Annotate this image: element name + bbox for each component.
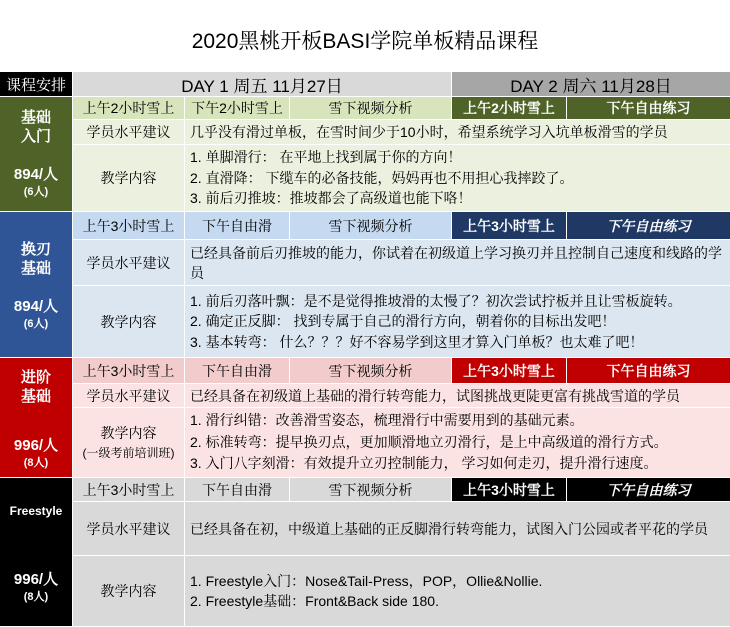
day1-afternoon-session: 下午自由滑 [185,212,290,240]
course-name-line: 基础 [20,260,51,277]
schedule-corner-label: 课程安排 [0,72,73,97]
day1-afternoon-session: 下午自由滑 [185,478,290,502]
class-capacity: (6人) [23,318,49,330]
content-item: 1. 前后刃落叶飘：是不是觉得推坡滑的太慢了？初次尝试拧板并且让雪板旋转。 [190,292,682,309]
level-description-text: 已经具备在初级道上基础的滑行转弯能力，试图挑战更陡更富有挑战雪道的学员 [190,387,680,404]
day1-header: DAY 1 周五 11月27日 [73,72,452,97]
content-list [185,408,730,478]
day1-afternoon-session: 下午自由滑 [185,358,290,384]
content-item: 2. 直滑降： 下缆车的必备技能，妈妈再也不用担心我摔跤了。 [190,169,574,186]
day2-header: DAY 2 周六 11月28日 [452,72,730,97]
course-name-line: 换刃 [20,241,51,258]
day2-afternoon-session: 下午自由练习 [567,97,730,120]
course-name-line: 进阶 [20,369,51,386]
day2-afternoon-session: 下午自由练习 [567,358,730,384]
course-section-basic-intro [0,97,730,212]
content-list [185,286,730,358]
price-per-person: 894/人 [13,166,59,183]
day1-afternoon-session: 下午2小时雪上 [185,97,290,120]
course-name [21,368,51,406]
day1-video-analysis-session: 雪下视频分析 [290,212,452,240]
course-price-block [14,298,58,332]
course-price-block [14,437,58,471]
level-description-text: 已经具备在初，中级道上基础的正反脚滑行转弯能力，试图入门公园或者平花的学员 [190,520,708,537]
level-label: 学员水平建议 [73,502,185,556]
content-label-note: (一级考前培训班) [82,445,175,460]
content-label-cell [73,145,185,212]
level-description-text: 已经具备前后刃推坡的能力，你试着在初级道上学习换刃并且控制自己速度和线路的学员 [190,244,722,281]
schedule-header-row [0,72,730,97]
level-label: 学员水平建议 [73,120,185,145]
content-list [185,145,730,212]
price-per-person: 996/人 [13,437,59,454]
day1-morning-session: 上午3小时雪上 [73,358,185,384]
content-label: 教学内容 [100,583,157,599]
day1-video-analysis-session: 雪下视频分析 [290,97,452,120]
day2-afternoon-session: 下午自由练习 [567,478,730,502]
course-name-cell [0,97,73,212]
course-name [10,503,63,519]
class-capacity: (8人) [23,591,49,603]
class-capacity: (8人) [23,457,49,469]
content-label-cell [73,286,185,358]
day2-morning-session: 上午3小时雪上 [452,212,567,240]
course-name-cell [0,478,73,627]
course-name [21,108,51,146]
level-description-text: 几乎没有滑过单板，在雪时间少于10小时，希望系统学习入坑单板滑雪的学员 [190,124,668,140]
day1-morning-session: 上午3小时雪上 [73,212,185,240]
course-name-cell [0,358,73,478]
day2-morning-session: 上午2小时雪上 [452,97,567,120]
day1-video-analysis-session: 雪下视频分析 [290,358,452,384]
content-item: 3. 前后刃推坡：推坡都会了高级道也能下咯！ [190,190,472,207]
level-description [185,502,730,556]
course-section-edge-change [0,212,730,358]
content-label-cell [73,408,185,478]
course-name-line: 入门 [20,128,51,145]
course-section-advanced-basics [0,358,730,478]
content-label-cell [73,556,185,627]
day1-video-analysis-session: 雪下视频分析 [290,478,452,502]
level-label: 学员水平建议 [73,240,185,286]
day2-morning-session: 上午3小时雪上 [452,358,567,384]
content-item: 2. 标准转弯：提早换刃点，更加顺滑地立刃滑行，是上中高级道的滑行方式。 [190,433,668,450]
course-name [21,240,51,278]
course-name-line: Freestyle [9,504,63,518]
content-item: 3. 基本转弯： 什么？？？好不容易学到这里才算入门单板？也太难了吧！ [190,333,644,350]
content-list [185,556,730,627]
course-name-cell [0,212,73,358]
level-label: 学员水平建议 [73,384,185,408]
level-description [185,384,730,408]
content-label: 教学内容 [100,424,157,441]
course-price-block [14,166,58,200]
day2-morning-session: 上午3小时雪上 [452,478,567,502]
day2-afternoon-session: 下午自由练习 [567,212,730,240]
content-item: 2. Freestyle基础：Front&Back side 180. [190,593,439,609]
content-item: 1. 滑行纠错：改善滑雪姿态，梳理滑行中需要用到的基础元素。 [190,412,584,429]
content-item: 3. 入门八字刻滑：有效提升立刃控制能力， 学习如何走刃，提升滑行速度。 [190,455,658,472]
level-description [185,120,730,145]
day1-morning-session: 上午3小时雪上 [73,478,185,502]
page-title: 2020黑桃开板BASI学院单板精品课程 [191,30,539,53]
level-description [185,240,730,286]
content-item: 1. 单脚滑行： 在平地上找到属于你的方向！ [190,149,462,166]
content-item: 2. 确定正反脚： 找到专属于自己的滑行方向，朝着你的目标出发吧！ [190,313,616,330]
course-name-line: 基础 [20,109,51,126]
class-capacity: (6人) [23,186,49,198]
content-label: 教学内容 [100,313,157,330]
price-per-person: 996/人 [13,571,59,588]
content-label: 教学内容 [100,170,157,186]
course-price-block [14,571,58,605]
day1-morning-session: 上午2小时雪上 [73,97,185,120]
price-per-person: 894/人 [13,298,59,315]
course-name-line: 基础 [20,388,51,405]
course-section-freestyle [0,478,730,627]
content-item: 1. Freestyle入门：Nose&Tail-Press，POP，Ollie&Nollie. [190,572,543,589]
